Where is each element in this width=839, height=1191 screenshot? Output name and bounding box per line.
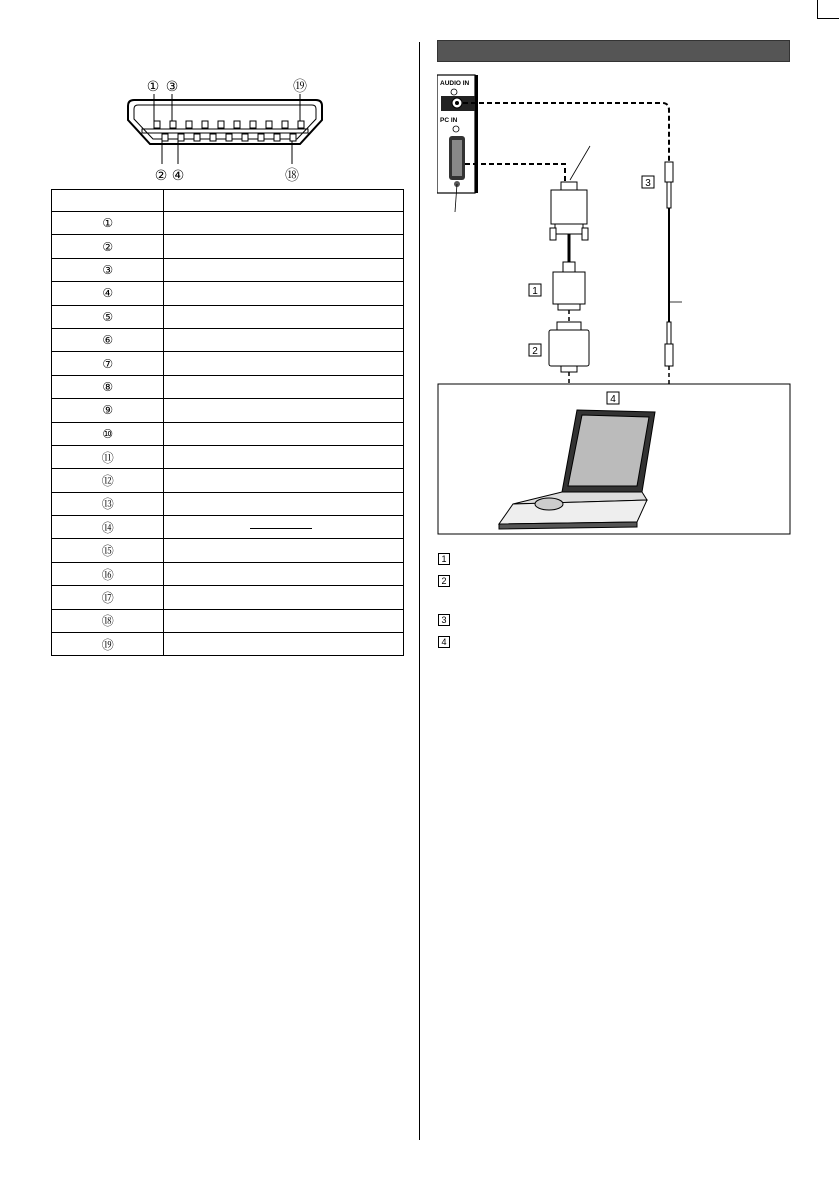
signal-name-cell: [164, 539, 404, 562]
section-header-bar: [437, 40, 790, 62]
table-row: [52, 282, 404, 305]
table-row: [52, 469, 404, 492]
table-row: [52, 539, 404, 562]
table-row: [52, 516, 404, 539]
pin-assignment-table: [51, 189, 404, 656]
pin-number-cell: ⑩: [52, 422, 164, 445]
note-item: [438, 571, 450, 589]
signal-name-cell: [164, 422, 404, 445]
table-row: [52, 445, 404, 468]
panel-label-audio-in: AUDIO IN: [440, 80, 470, 87]
signal-name-cell: [164, 235, 404, 258]
pin-number-cell: ⑥: [52, 328, 164, 351]
pin-number-cell: ⑤: [52, 305, 164, 328]
note-item: [438, 632, 450, 650]
pin-number-cell: ③: [52, 258, 164, 281]
pin-callout-18: ⑱: [285, 168, 299, 184]
table-header-signal: [164, 190, 404, 212]
signal-name-cell: [164, 469, 404, 492]
table-row: [52, 633, 404, 656]
signal-name-cell: [164, 609, 404, 632]
table-row: [52, 235, 404, 258]
pin-callout-3: ③: [165, 79, 179, 95]
signal-name-cell: [164, 305, 404, 328]
table-row: [52, 609, 404, 632]
pin-callout-2: ②: [154, 168, 168, 184]
table-header-row: [52, 190, 404, 212]
signal-name-cell: [164, 375, 404, 398]
signal-name-cell: [164, 212, 404, 235]
panel-label-pc-in: PC IN: [440, 117, 458, 124]
table-row: [52, 258, 404, 281]
table-row: [52, 586, 404, 609]
note-item: [438, 549, 450, 567]
pin-number-cell: ⑮: [52, 539, 164, 562]
signal-name-cell: [164, 586, 404, 609]
pin-callout-19: ⑲: [293, 79, 307, 95]
signal-name-cell: [164, 399, 404, 422]
pin-number-cell: ①: [52, 212, 164, 235]
signal-name-cell: [164, 445, 404, 468]
table-row: [52, 305, 404, 328]
table-row: [52, 492, 404, 515]
signal-name-cell: [164, 492, 404, 515]
hdmi-connector-diagram: [120, 76, 330, 184]
signal-name-cell: [164, 328, 404, 351]
signal-name-cell: [164, 516, 404, 539]
table-row: [52, 375, 404, 398]
signal-name-cell: [164, 258, 404, 281]
column-divider: [419, 42, 420, 1140]
pin-number-cell: ⑨: [52, 399, 164, 422]
table-header-pin: [52, 190, 164, 212]
signal-name-cell: [164, 633, 404, 656]
signal-name-cell: [164, 352, 404, 375]
pin-number-cell: ⑧: [52, 375, 164, 398]
table-row: [52, 399, 404, 422]
note-number-box: 4: [438, 636, 450, 648]
signal-name-cell: [164, 282, 404, 305]
table-row: [52, 562, 404, 585]
note-item: [438, 610, 450, 628]
pin-number-cell: ⑬: [52, 492, 164, 515]
note-number-box: 3: [438, 614, 450, 626]
crop-mark-vertical: [817, 0, 818, 19]
note-number-box: 1: [438, 553, 450, 565]
pin-number-cell: ⑭: [52, 516, 164, 539]
pin-number-cell: ④: [52, 282, 164, 305]
pin-number-cell: ⑦: [52, 352, 164, 375]
pin-number-cell: ⑯: [52, 562, 164, 585]
table-row: [52, 328, 404, 351]
pin-number-cell: ⑰: [52, 586, 164, 609]
callout-1: 1: [532, 286, 538, 297]
pin-number-cell: ⑪: [52, 445, 164, 468]
pin-number-cell: ⑫: [52, 469, 164, 492]
callout-2: 2: [532, 346, 538, 357]
callout-3: 3: [645, 178, 651, 189]
overline-mark: [250, 528, 312, 529]
pc-connection-diagram: [437, 72, 792, 537]
callout-4: 4: [610, 394, 616, 405]
signal-name-cell: [164, 562, 404, 585]
pin-number-cell: ⑲: [52, 633, 164, 656]
table-row: [52, 212, 404, 235]
pin-callout-1: ①: [146, 79, 160, 95]
table-row: [52, 422, 404, 445]
pin-callout-4: ④: [171, 168, 185, 184]
crop-mark-horizontal: [817, 18, 839, 19]
note-number-box: 2: [438, 575, 450, 587]
pin-number-cell: ②: [52, 235, 164, 258]
table-row: [52, 352, 404, 375]
pin-number-cell: ⑱: [52, 609, 164, 632]
